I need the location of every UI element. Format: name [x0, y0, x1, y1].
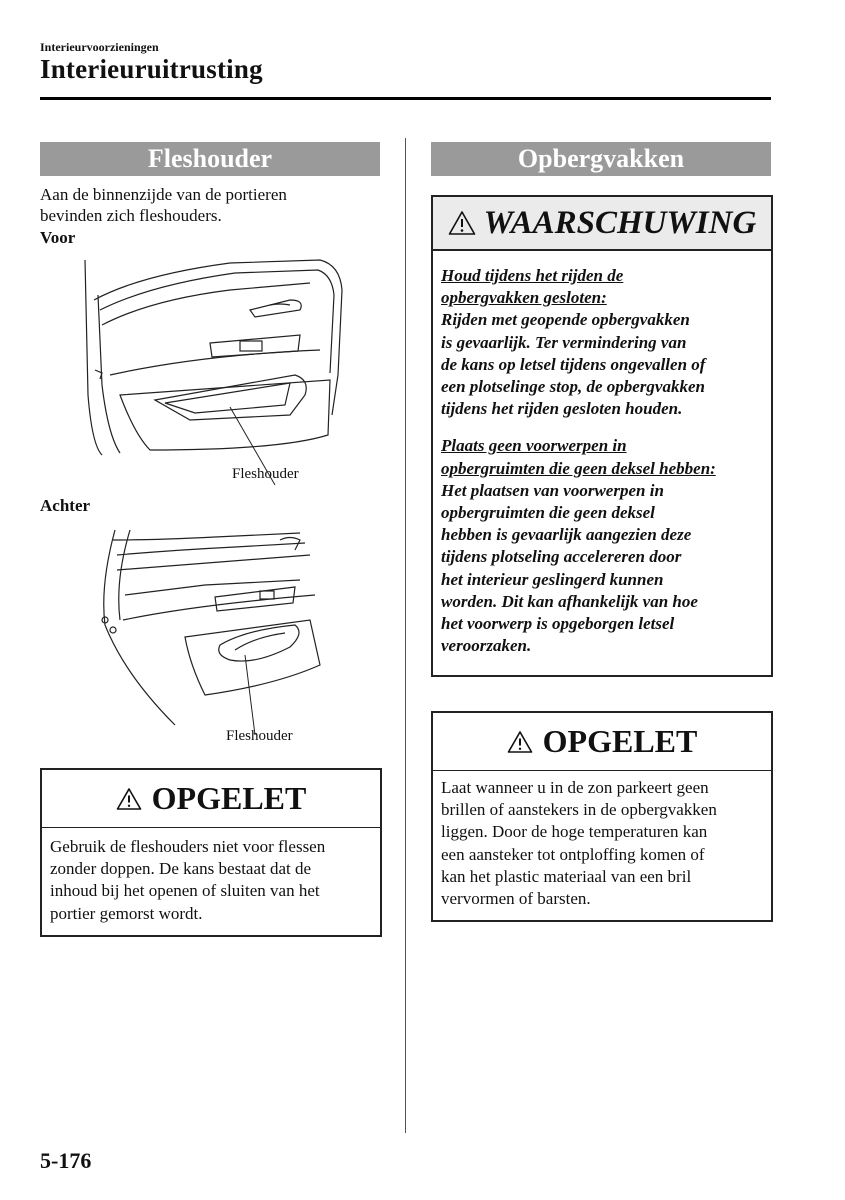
rear-door-illustration [95, 525, 330, 725]
front-door-illustration [80, 255, 380, 470]
fleshouder-caution-box [40, 768, 382, 937]
front-label: Voor [40, 228, 76, 247]
page-number: 5-176 [40, 1148, 92, 1173]
page-title: Interieuruitrusting [40, 54, 263, 84]
caution-text: Laat wanneer u in de zon parkeert geen brillen of aanstekers in de opbergvakken liggen. Door de hoge temperaturen kan een aansteker tot ontploffing komen of kan het plastic materiaal van een bril vervormen of barsten. [441, 778, 717, 909]
caution-title: OPGELET [542, 723, 698, 759]
warning-box [431, 195, 773, 677]
warning-triangle-icon [448, 210, 476, 236]
front-caption: Fleshouder [232, 466, 299, 482]
warning-title: WAARSCHUWING [483, 204, 757, 241]
caution-text: Gebruik de fleshouders niet voor flessen zonder doppen. De kans bestaat dat de inhoud bij het openen of sluiten van het portier gemorst wordt. [50, 837, 326, 923]
warning-header [433, 197, 771, 251]
header-rule [40, 97, 771, 100]
fleshouder-intro: Aan de binnenzijde van de portieren bevinden zich fleshouders. [40, 185, 287, 225]
warning-text: Houd tijdens het rijden de opbergvakken gesloten: Rijden met geopende opbergvakken is gevaarlijk. Ter vermindering van de kans op letsel tijdens ongevallen of een plotselinge stop, de opbergvakken tijdens het rijden gesloten houden. Plaats geen voorwerpen in opbergruimten die geen deksel hebben: Het plaatsen van voorwerpen in opbergruimten die geen deksel hebben is gevaarlijk aangezien deze tijdens plotseling accelereren door het interieur geslingerd kunnen worden. Dit kan afhankelijk van hoe het voorwerp is opgeborgen letsel veroorzaken. [441, 266, 716, 656]
rear-label: Achter [40, 496, 91, 515]
caution-header [42, 770, 380, 827]
opbergvakken-heading: Opbergvakken [431, 142, 771, 176]
opbergvakken-caution-box [431, 711, 773, 922]
warning-triangle-icon [116, 787, 142, 811]
caution-header [433, 713, 771, 770]
section-label: Interieurvoorzieningen [40, 40, 159, 54]
caution-title: OPGELET [151, 780, 307, 816]
fleshouder-heading: Fleshouder [40, 142, 380, 176]
warning-triangle-icon [507, 730, 533, 754]
rear-caption: Fleshouder [226, 728, 293, 744]
column-divider [405, 138, 406, 1133]
